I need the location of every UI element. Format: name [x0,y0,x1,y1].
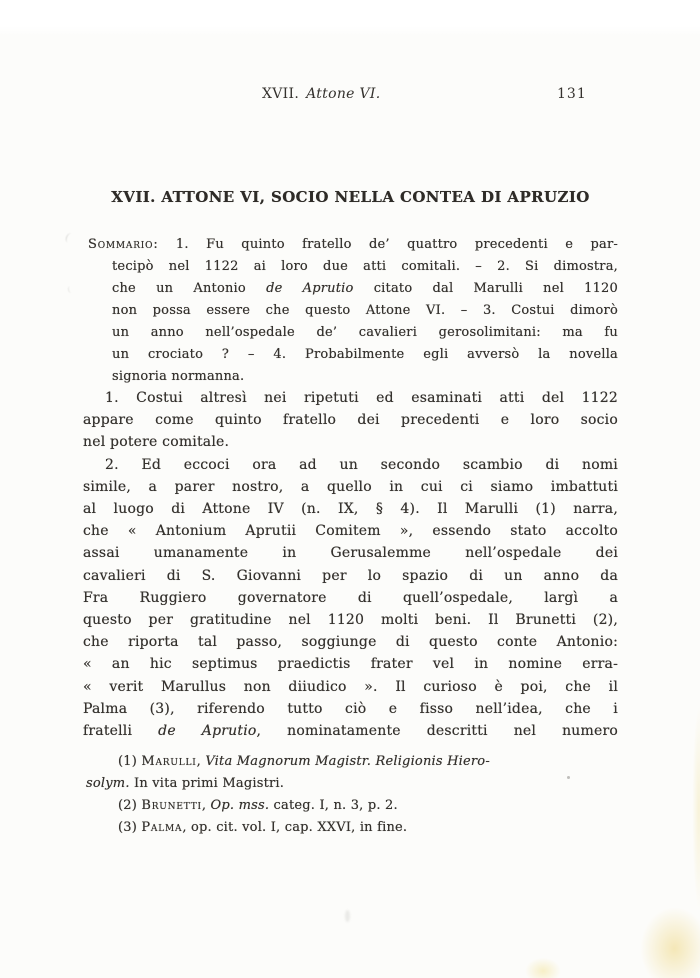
body-text [83,387,618,742]
italic-text: solym. [86,776,130,791]
text-line [88,234,618,256]
running-header-chapter-title: Attone VI. [306,86,381,102]
smallcaps-text: Sommario: [88,237,159,252]
page-stain [520,954,566,978]
page-stain [691,688,700,928]
page-stain [627,891,700,978]
page-number: 131 [557,86,587,102]
running-header [0,87,700,105]
text-segment: non possa essere che questo Attone VI. – 3. Costui dimorò [112,303,618,318]
scan-artifact-smudge [345,910,350,922]
italic-text: Vita Magnorum Magistr. Religionis Hiero- [205,754,490,769]
text-line [83,498,618,520]
text-line [83,520,618,542]
text-segment: « an hic septimus praedictis frater vel in nomine erra- [83,656,618,673]
text-line [83,476,618,498]
text-segment: simile, a parer nostro, a quello in cui ci siamo imbattuti [83,478,618,495]
text-segment: signoria normanna. [112,369,245,384]
text-line [88,300,618,322]
text-line [88,278,618,300]
text-line [86,795,621,817]
text-segment: 1. Fu quinto fratello de’ quattro precedenti e par- [158,237,618,252]
text-line [83,698,618,720]
text-line [83,609,618,631]
text-line [88,322,618,344]
text-segment: nel potere comitale. [83,434,230,451]
italic-text: de Aprutio [158,723,257,740]
scan-artifact-speck [65,232,75,244]
chapter-title: XVII. ATTONE VI, SOCIO NELLA CONTEA DI APRUZIO [111,188,590,206]
text-segment: Fra Ruggiero governatore di quell’ospedale, largì a [83,589,618,606]
running-header-chapter-label: XVII. [262,86,300,102]
text-segment: un crociato ? – 4. Probabilmente egli avversò la novella [112,347,618,362]
text-segment: Palma (3), riferendo tutto ciò e fisso nell’idea, che i [83,700,618,717]
text-segment: (1) [118,754,142,769]
text-line [83,653,618,675]
text-segment: In vita primi Magistri. [129,776,285,791]
smallcaps-text: Marulli [141,754,197,769]
text-line [88,344,618,366]
smallcaps-text: Brunetti [141,798,202,813]
footnotes [86,751,621,839]
text-segment: appare come quinto fratello dei precedenti e loro socio [83,412,618,429]
text-line [83,631,618,653]
text-segment: questo per gratitudine nel 1120 molti beni. Il Brunetti (2), [83,612,618,629]
text-segment: , nominatamente descritti nel numero [256,723,618,740]
text-segment: , [196,754,206,769]
text-line [83,587,618,609]
text-segment: un anno nell’ospedale de’ cavalieri gerosolimitani: ma fu [112,325,618,340]
text-segment: (3) [118,820,142,835]
text-segment: che un Antonio [112,281,267,296]
text-segment: al luogo di Attone IV (n. IX, § 4). Il Marulli (1) narra, [83,501,618,518]
text-segment: che riporta tal passo, soggiunge di questo conte Antonio: [83,634,618,651]
running-header-text [262,87,380,101]
text-segment: che « Antonium Aprutii Comitem », essendo stato accolto [83,523,618,540]
text-line [88,256,618,278]
text-line [86,817,621,839]
italic-text: Op. mss. [210,798,270,813]
text-line [88,366,618,388]
text-segment: (2) [118,798,142,813]
text-line [86,751,621,773]
text-segment: « verit Marullus non diiudico ». Il curioso è poi, che il [83,678,618,695]
text-line [83,565,618,587]
italic-text: de Aprutio [266,281,354,296]
text-segment: cavalieri di S. Giovanni per lo spazio di un anno da [83,567,618,584]
text-line [83,542,618,564]
text-line [86,773,621,795]
text-segment: , [201,798,211,813]
text-line [83,409,618,431]
smallcaps-text: Palma [141,820,183,835]
text-segment: categ. I, n. 3, p. 2. [269,798,398,813]
text-segment: citato dal Marulli nel 1120 [353,281,618,296]
text-segment: assai umanamente in Gerusalemme nell’ospedale dei [83,545,618,562]
text-segment: 2. Ed eccoci ora ad un secondo scambio di nomi [105,456,618,473]
summary-block [88,234,618,388]
text-segment: tecipò nel 1122 ai loro due atti comitali. – 2. Si dimostra, [112,259,618,274]
text-segment: fratelli [83,723,159,740]
text-line [83,454,618,476]
text-line [83,676,618,698]
text-segment: , op. cit. vol. I, cap. XXVI, in fine. [182,820,408,835]
scan-artifact-speck [67,286,73,294]
text-line [83,431,618,453]
text-line [83,720,618,742]
text-segment: 1. Costui altresì nei ripetuti ed esaminati atti del 1122 [105,390,618,406]
text-line [83,387,618,409]
